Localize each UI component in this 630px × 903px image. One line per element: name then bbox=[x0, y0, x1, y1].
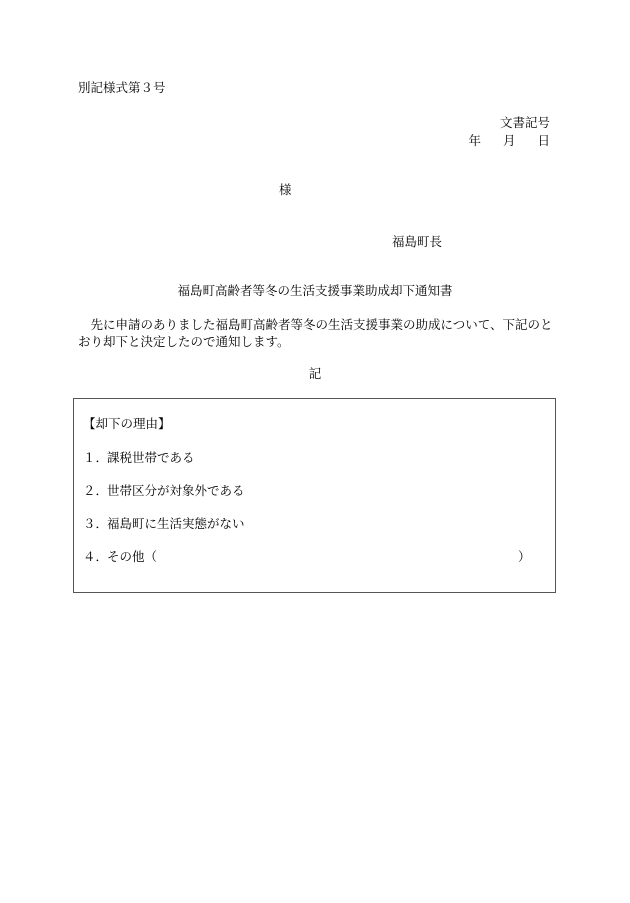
document-date bbox=[446, 135, 550, 148]
reason-item bbox=[83, 485, 245, 498]
reason-text: 福島町に生活実態がない bbox=[107, 516, 245, 531]
other-reason-close-paren: ） bbox=[518, 549, 531, 564]
reason-number: ４． bbox=[83, 549, 109, 564]
reasons-heading: 【却下の理由】 bbox=[83, 416, 171, 431]
date-month-label: 月 bbox=[502, 133, 516, 148]
document-title: 福島町高齢者等冬の生活支援事業助成却下通知書 bbox=[177, 283, 453, 298]
addressee-suffix: 様 bbox=[279, 182, 292, 197]
reason-item bbox=[83, 452, 195, 465]
reason-text: 課税世帯である bbox=[107, 450, 195, 465]
date-day-label: 日 bbox=[537, 133, 550, 148]
reason-text: その他（ bbox=[107, 549, 158, 564]
reason-number: ３． bbox=[83, 516, 109, 531]
document-number-label: 文書記号 bbox=[499, 115, 550, 130]
body-paragraph: 先に申請のありました福島町高齢者等冬の生活支援事業の助成について、下記のとおり却下と決定したので通知します。 bbox=[78, 317, 553, 349]
reason-number: １． bbox=[83, 450, 109, 465]
reason-item bbox=[83, 518, 245, 531]
form-number: 別記様式第３号 bbox=[78, 80, 166, 95]
date-year-label: 年 bbox=[468, 133, 481, 148]
sender-name: 福島町長 bbox=[392, 234, 443, 249]
reason-item bbox=[83, 551, 157, 564]
rejection-reasons-box bbox=[73, 398, 556, 593]
reason-text: 世帯区分が対象外である bbox=[107, 483, 245, 498]
ki-heading: 記 bbox=[308, 366, 322, 381]
reason-number: ２． bbox=[83, 483, 109, 498]
